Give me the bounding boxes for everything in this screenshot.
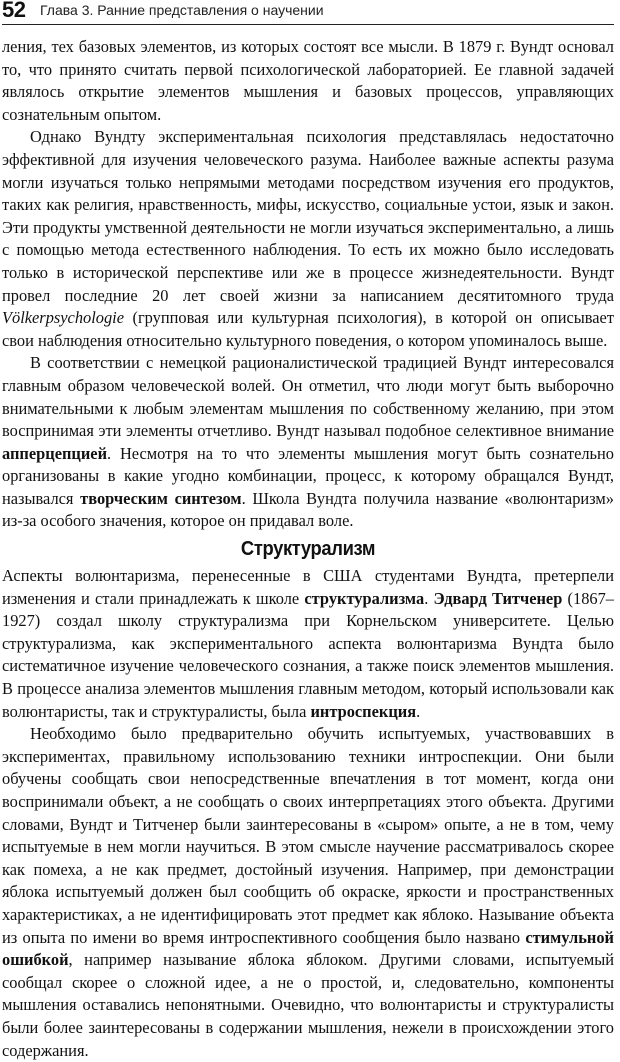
page-body <box>2 36 614 1062</box>
paragraph-2: Однако Вундту экспериментальная психология представлялась недостаточно эффективной для изучения человеческого разума. Наиболее важные аспекты разума могли изучаться только непрямыми методами посредством изучения его продуктов, таких как религия, нравственность, мифы, искусство, социальные устои, язык и закон. Эти продукты умственной деятельности не могли изучаться экспериментально, а лишь с помощью метода естественного наблюдения. То есть их можно было исследовать только в исторической перспективе или же в процессе жизнедеятельности. Вундт провел последние 20 лет своей жизни за написанием десятитомного труда Völkerpsychologie (групповая или культурная психология), в которой он описывает свои наблюдения относительно культурного поведения, о котором упоминалось выше. <box>2 127 614 350</box>
paragraph-3: В соответствии с немецкой рационалистической традицией Вундт интересовался главным образом человеческой волей. Он отметил, что люди могут быть выборочно внимательными к любым элементам мышления по собственному желанию, при этом воспринимая эти элементы отчетливо. Вундт называл подобное селективное внимание апперцепцией. Несмотря на то что элементы мышления могут быть сознательно организованы в какие угодно комбинации, процесс, к которому обращался Вундт, назывался творческим синтезом. Школа Вундта получила название «волюнтаризм» из-за особого значения, которое он придавал воле. <box>2 353 614 531</box>
paragraph-1: ления, тех базовых элементов, из которых состоят все мысли. В 1879 г. Вундт основал то, что принято считать первой психологической лабораторией. Ее главной задачей являлось открытие элементов мышления и базовых процессов, управляющих сознательным опытом. <box>2 37 614 124</box>
name-titchener: Эдвард Титченер <box>433 588 563 608</box>
paragraph-5: Необходимо было предварительно обучить испытуемых, участвовавших в экспериментах, правильному использованию техники интроспекции. Они были обучены сообщать свои непосредственные впечатления в тот момент, когда они воспринимали объект, а не сообщать о своих интерпретациях этого объекта. Другими словами, Вундт и Титченер были заинтересованы в «сыром» опыте, а не в том, чему испытуемые в нем могли научиться. В этом смысле научение рассматривалось скорее как помеха, а не как предмет, достойный изучения. Например, при демонстрации яблока испытуемый должен был сообщить об окраске, яркости и пространственных характеристиках, а не идентифицировать этот предмет как яблоко. Называние объекта из опыта по имени во время интроспективного сообщения было названо стимульной ошибкой, например называние яблока яблоком. Другими словами, испытуемый сообщал скорее о сложной идее, а не о простой, и, следовательно, компоненты мышления оставались непонятными. Очевидно, что волюнтаристы и структуралисты были более заинтересованы в содержании мышления, нежели в происхождении этого содержания. <box>2 724 614 1060</box>
term-introspection: интроспекция <box>310 701 417 721</box>
term-apperception: апперцепцией <box>2 443 108 463</box>
page-number: 52 <box>2 0 26 22</box>
term-structuralism: структурализма <box>304 588 425 608</box>
running-header <box>2 0 614 25</box>
term-creative-synthesis: творческим синтезом <box>80 488 242 508</box>
chapter-title: Глава 3. Ранние представления о научении <box>40 2 324 18</box>
book-title-italic: Völkerpsychologie <box>2 308 124 328</box>
term-stimulus-error: стимульной ошибкой <box>2 927 614 970</box>
section-heading: Структурализм <box>240 538 376 561</box>
paragraph-4: Аспекты волюнтаризма, перенесенные в США студентами Вундта, претерпели изменения и стали принадлежать к школе структурализма. Эдвард Титченер (1867–1927) создал школу структурализма при Корнельском университете. Целью структурализма, как экспериментального аспекта волюнтаризма Вундта было систематичное изучение человеческого сознания, а также поиск элементов мышления. В процессе анализа элементов мышления главным методом, который использовали как волюнтаристы, так и структуралисты, была интроспекция. <box>2 566 614 721</box>
